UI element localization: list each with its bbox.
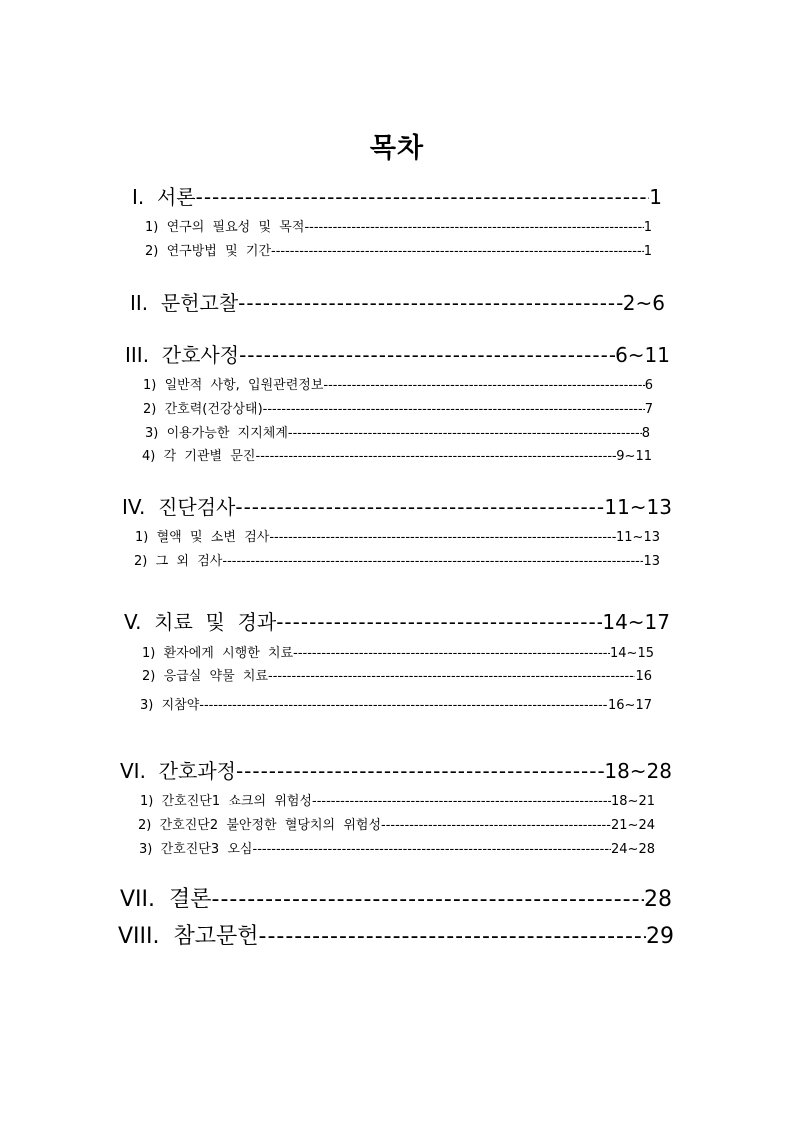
toc-section-label: VI. 간호과정 bbox=[120, 759, 236, 783]
toc-page-number: 28 bbox=[644, 887, 672, 912]
toc-item-label: 1) 간호진단1 쇼크의 위험성 bbox=[140, 794, 312, 809]
toc-item-label: 1) 일반적 사항, 입원관련정보 bbox=[143, 378, 324, 393]
toc-item-label: 2) 간호력(건강상태) bbox=[143, 402, 263, 417]
toc-leader bbox=[212, 886, 644, 914]
toc-page-number: 9~11 bbox=[616, 449, 652, 464]
toc-item[interactable] bbox=[143, 401, 653, 419]
toc-page-number: 29 bbox=[646, 924, 674, 949]
toc-section-label: VIII. 참고문헌 bbox=[118, 924, 259, 949]
toc-item-label: 4) 각 기관별 문진 bbox=[142, 449, 256, 464]
toc-page-number: 7 bbox=[644, 402, 653, 417]
toc-page-number: 13 bbox=[643, 554, 660, 569]
toc-leader bbox=[381, 817, 611, 835]
toc-item[interactable] bbox=[142, 448, 652, 466]
toc-page-number: 21~24 bbox=[611, 818, 655, 833]
toc-item-label: 1) 연구의 필요성 및 목적 bbox=[145, 220, 305, 235]
toc-item[interactable] bbox=[145, 425, 650, 443]
toc-section-label: II. 문헌고찰 bbox=[130, 291, 239, 315]
toc-section-nursing-assessment[interactable] bbox=[125, 342, 670, 368]
toc-page-number: 14~17 bbox=[602, 610, 670, 634]
toc-item-label: 3) 지참약 bbox=[140, 698, 200, 713]
toc-leader bbox=[259, 923, 646, 951]
toc-section-label: I. 서론 bbox=[132, 185, 196, 209]
toc-page-number: 8 bbox=[641, 426, 650, 441]
toc-page-number: 2~6 bbox=[622, 291, 665, 315]
page-title: 목차 bbox=[369, 133, 425, 164]
toc-item[interactable] bbox=[142, 645, 654, 663]
toc-page-number: 16 bbox=[635, 669, 652, 684]
toc-section-nursing-process[interactable] bbox=[120, 758, 672, 784]
toc-item-label: 3) 이용가능한 지지체계 bbox=[145, 426, 288, 441]
toc-leader bbox=[268, 668, 635, 686]
toc-item[interactable] bbox=[140, 793, 655, 811]
toc-leader bbox=[222, 553, 643, 571]
toc-leader bbox=[269, 529, 616, 547]
toc-leader bbox=[263, 401, 645, 419]
toc-item-label: 2) 그 외 검사 bbox=[134, 554, 223, 569]
toc-item-label: 2) 연구방법 및 기간 bbox=[145, 244, 272, 259]
toc-section-introduction[interactable] bbox=[132, 184, 662, 210]
toc-item[interactable] bbox=[142, 668, 652, 686]
toc-page-number: 14~15 bbox=[610, 646, 654, 661]
toc-section-treatment-progress[interactable] bbox=[124, 609, 670, 635]
toc-leader bbox=[239, 342, 615, 368]
toc-page-number: 1 bbox=[649, 185, 662, 209]
toc-page-number: 6~11 bbox=[615, 343, 670, 367]
toc-leader bbox=[312, 793, 611, 811]
toc-item[interactable] bbox=[145, 243, 652, 261]
toc-page-number: 1 bbox=[643, 220, 652, 235]
toc-leader bbox=[235, 494, 604, 520]
toc-leader bbox=[199, 697, 608, 715]
toc-item[interactable] bbox=[145, 219, 652, 237]
toc-item[interactable] bbox=[143, 377, 653, 395]
toc-item[interactable] bbox=[140, 697, 652, 715]
toc-page-number: 6 bbox=[644, 378, 653, 393]
toc-section-conclusion[interactable] bbox=[120, 886, 672, 914]
toc-section-label: IV. 진단검사 bbox=[122, 495, 236, 519]
toc-item-label: 1) 혈액 및 소변 검사 bbox=[135, 530, 270, 545]
toc-leader bbox=[288, 425, 642, 443]
toc-item-label: 2) 간호진단2 불안정한 혈당치의 위험성 bbox=[138, 818, 382, 833]
toc-section-diagnostic-tests[interactable] bbox=[122, 494, 672, 520]
toc-page-number: 24~28 bbox=[611, 842, 655, 857]
toc-section-label: V. 치료 및 경과 bbox=[124, 610, 277, 634]
toc-page-number: 11~13 bbox=[616, 530, 660, 545]
toc-item-label: 2) 응급실 약물 치료 bbox=[142, 669, 269, 684]
toc-leader bbox=[304, 219, 643, 237]
toc-section-label: III. 간호사정 bbox=[125, 343, 240, 367]
toc-item-label: 1) 환자에게 시행한 치료 bbox=[142, 646, 294, 661]
toc-leader bbox=[238, 290, 623, 316]
toc-page-number: 18~28 bbox=[604, 759, 672, 783]
toc-section-label: VII. 결론 bbox=[120, 887, 212, 912]
toc-page-number: 11~13 bbox=[604, 495, 672, 519]
toc-item[interactable] bbox=[139, 841, 655, 859]
toc-item[interactable] bbox=[134, 553, 660, 571]
toc-item[interactable] bbox=[138, 817, 655, 835]
toc-item[interactable] bbox=[135, 529, 660, 547]
toc-leader bbox=[271, 243, 644, 261]
toc-leader bbox=[253, 841, 612, 859]
toc-section-references[interactable] bbox=[118, 923, 674, 951]
toc-leader bbox=[236, 758, 604, 784]
toc-leader bbox=[256, 448, 617, 466]
toc-leader bbox=[196, 184, 650, 210]
toc-item-label: 3) 간호진단3 오심 bbox=[139, 842, 253, 857]
toc-leader bbox=[323, 377, 644, 395]
toc-page-number: 1 bbox=[643, 244, 652, 259]
toc-page-number: 16~17 bbox=[608, 698, 652, 713]
toc-leader bbox=[276, 609, 602, 635]
toc-leader bbox=[293, 645, 610, 663]
toc-page-number: 18~21 bbox=[611, 794, 655, 809]
toc-section-literature-review[interactable] bbox=[130, 290, 665, 316]
